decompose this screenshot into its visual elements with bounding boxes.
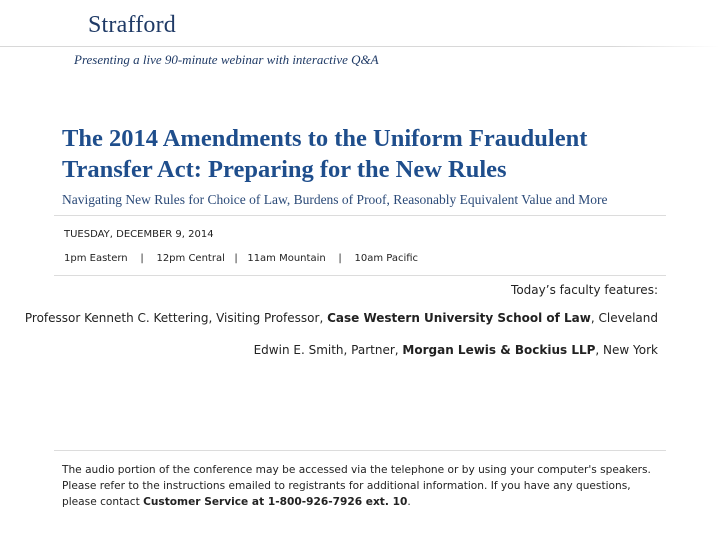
time-separator: | (234, 253, 238, 264)
note-end: . (407, 496, 411, 508)
divider-top (54, 215, 666, 216)
divider-middle (54, 275, 666, 276)
title-line-1: The 2014 Amendments to the Uniform Fraudulent (62, 125, 588, 152)
webinar-date: TUESDAY, DECEMBER 9, 2014 (64, 229, 214, 240)
webinar-tagline: Presenting a live 90-minute webinar with interactive Q&A (74, 52, 379, 67)
divider-bottom (54, 450, 666, 451)
webinar-subtitle: Navigating New Rules for Choice of Law, Burdens of Proof, Reasonably Equivalent Value and More (62, 192, 608, 207)
faculty-location: , Cleveland (590, 311, 658, 325)
faculty-member-kettering (25, 311, 658, 325)
header-divider (0, 46, 720, 47)
title-line-2: Transfer Act: Preparing for the New Rules (62, 156, 507, 183)
strafford-logo: Strafford (88, 12, 177, 38)
faculty-organization: Case Western University School of Law (327, 311, 591, 325)
time-separator: | (338, 253, 342, 264)
time-pacific: 10am Pacific (354, 253, 419, 264)
faculty-member-smith (254, 343, 658, 357)
time-separator: | (140, 253, 144, 264)
time-central: 12pm Central (156, 253, 225, 264)
webinar-times (64, 253, 418, 264)
faculty-role: Professor Kenneth C. Kettering, Visiting Professor, (24, 311, 328, 325)
audio-note-text: The audio portion of the conference may be accessed via the telephone or by using your computer's speakers. Please refer to the instructions emailed to registrants for additional information. If you have any questions, please contact (62, 464, 651, 508)
faculty-location: , New York (595, 343, 658, 357)
faculty-role: Edwin E. Smith, Partner, (253, 343, 403, 357)
audio-instructions (62, 462, 662, 510)
faculty-organization: Morgan Lewis & Bockius LLP (402, 343, 596, 357)
customer-service-contact: Customer Service at 1-800-926-7926 ext. 10 (143, 496, 408, 508)
webinar-title (62, 123, 702, 185)
time-mountain: 11am Mountain (247, 253, 326, 264)
time-eastern: 1pm Eastern (64, 253, 128, 264)
faculty-heading: Today’s faculty features: (511, 283, 658, 297)
